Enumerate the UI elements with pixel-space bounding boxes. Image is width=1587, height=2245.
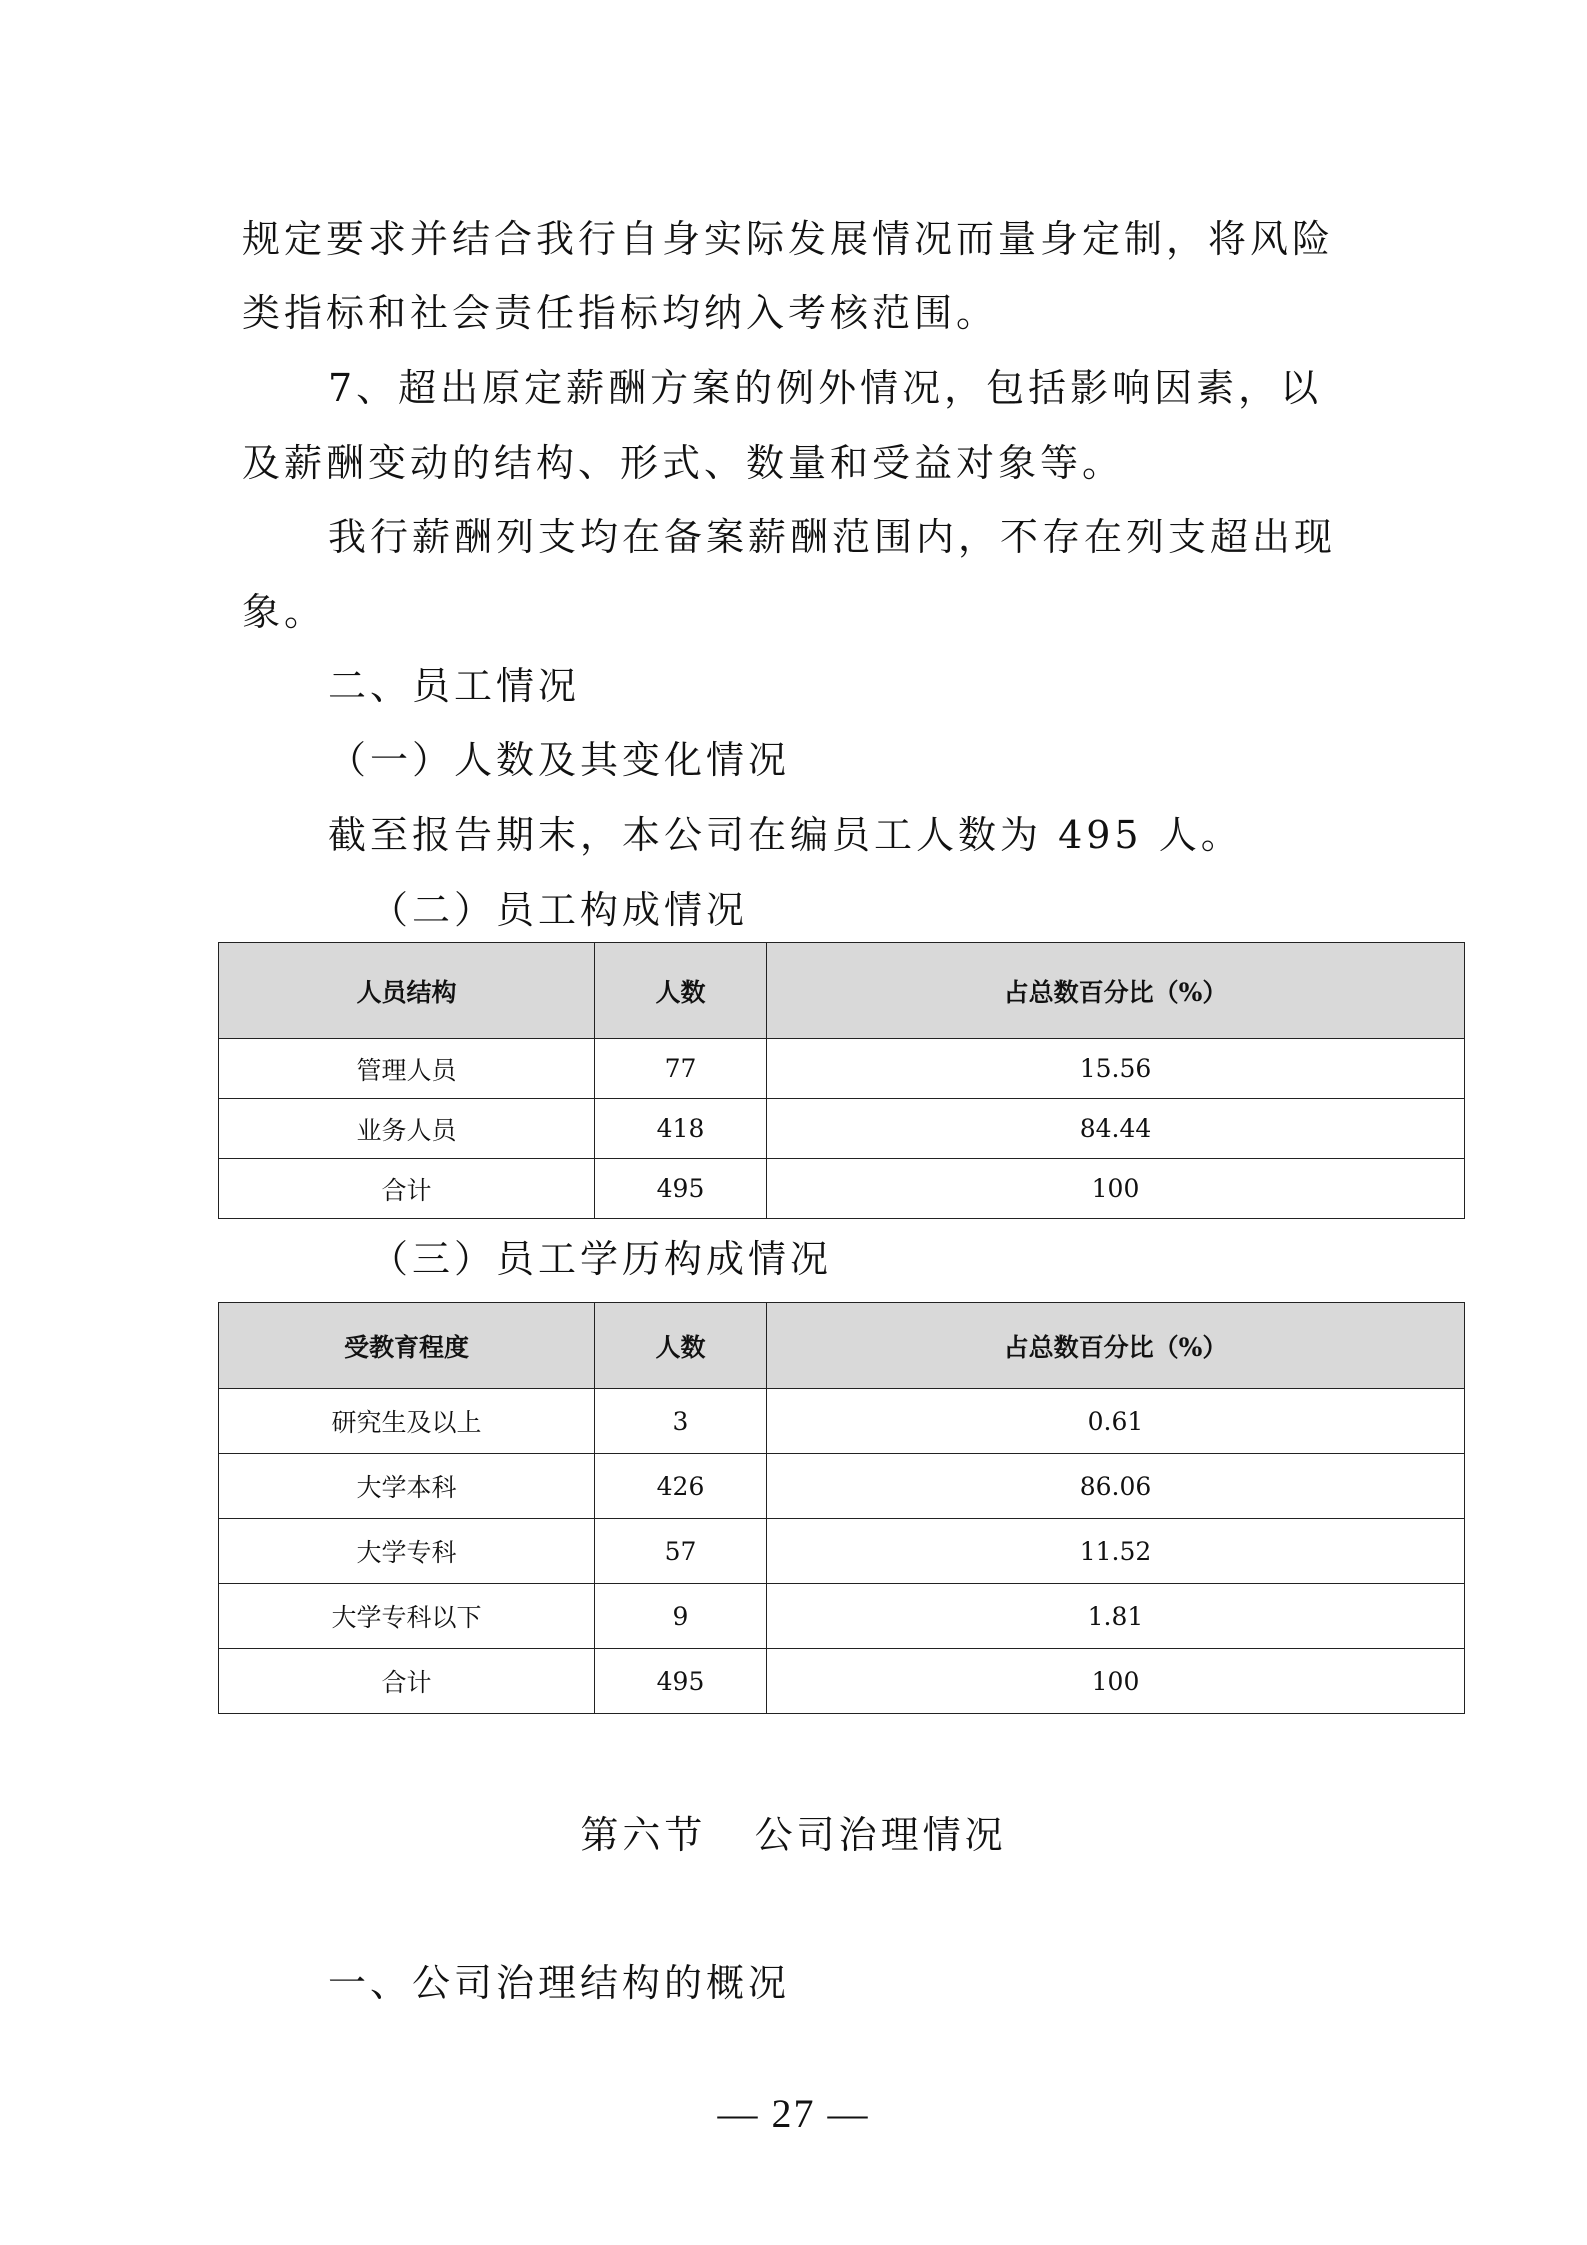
table-cell: 管理人员 (219, 1039, 595, 1099)
paragraph-line: 及薪酬变动的结构、形式、数量和受益对象等。 (242, 441, 1125, 485)
table-cell: 57 (595, 1519, 767, 1584)
table-row (219, 1584, 1465, 1649)
table-cell: 100 (767, 1159, 1465, 1219)
table-row (219, 1519, 1465, 1584)
table-cell: 大学专科以下 (219, 1584, 595, 1649)
table-cell: 0.61 (767, 1389, 1465, 1454)
section-title: 第六节 公司治理情况 (580, 1813, 1007, 1857)
table-row (219, 1649, 1465, 1714)
column-header: 受教育程度 (219, 1303, 595, 1389)
table-header-row (219, 943, 1465, 1039)
table-cell: 84.44 (767, 1099, 1465, 1159)
page-number: — 27 — (717, 2091, 870, 2136)
paragraph-line: 象。 (242, 590, 327, 634)
column-header: 人数 (595, 943, 767, 1039)
table-header-row (219, 1303, 1465, 1389)
heading-governance: 一、公司治理结构的概况 (328, 1961, 791, 2005)
table-cell: 426 (595, 1454, 767, 1519)
heading-education: （三）员工学历构成情况 (370, 1237, 833, 1281)
table-cell: 合计 (219, 1159, 595, 1219)
paragraph-line: 类指标和社会责任指标均纳入考核范围。 (242, 291, 999, 335)
column-header: 占总数百分比（%） (767, 943, 1465, 1039)
table-cell: 77 (595, 1039, 767, 1099)
table-row (219, 1159, 1465, 1219)
table-cell: 大学本科 (219, 1454, 595, 1519)
table-cell: 1.81 (767, 1584, 1465, 1649)
table-cell: 86.06 (767, 1454, 1465, 1519)
table-cell: 业务人员 (219, 1099, 595, 1159)
table-cell: 9 (595, 1584, 767, 1649)
column-header: 占总数百分比（%） (767, 1303, 1465, 1389)
column-header: 人员结构 (219, 943, 595, 1039)
table-cell: 495 (595, 1649, 767, 1714)
table-cell: 3 (595, 1389, 767, 1454)
education-composition-table (218, 1302, 1465, 1714)
paragraph-line: 我行薪酬列支均在备案薪酬范围内，不存在列支超出现 (328, 515, 1337, 559)
table-cell: 合计 (219, 1649, 595, 1714)
staff-composition-table (218, 942, 1465, 1219)
table-cell: 大学专科 (219, 1519, 595, 1584)
paragraph-line: 7、超出原定薪酬方案的例外情况，包括影响因素，以 (328, 366, 1323, 410)
paragraph-line: 规定要求并结合我行自身实际发展情况而量身定制，将风险 (242, 217, 1335, 261)
table-cell: 11.52 (767, 1519, 1465, 1584)
paragraph-headcount: 截至报告期末，本公司在编员工人数为 495 人。 (328, 813, 1243, 857)
table-row (219, 1454, 1465, 1519)
heading-composition: （二）员工构成情况 (370, 888, 749, 932)
table-cell: 100 (767, 1649, 1465, 1714)
column-header: 人数 (595, 1303, 767, 1389)
heading-headcount: （一）人数及其变化情况 (328, 738, 791, 782)
table-cell: 495 (595, 1159, 767, 1219)
table-row (219, 1039, 1465, 1099)
heading-staff: 二、员工情况 (328, 664, 581, 708)
table-cell: 研究生及以上 (219, 1389, 595, 1454)
table-cell: 418 (595, 1099, 767, 1159)
table-cell: 15.56 (767, 1039, 1465, 1099)
table-row (219, 1389, 1465, 1454)
table-row (219, 1099, 1465, 1159)
